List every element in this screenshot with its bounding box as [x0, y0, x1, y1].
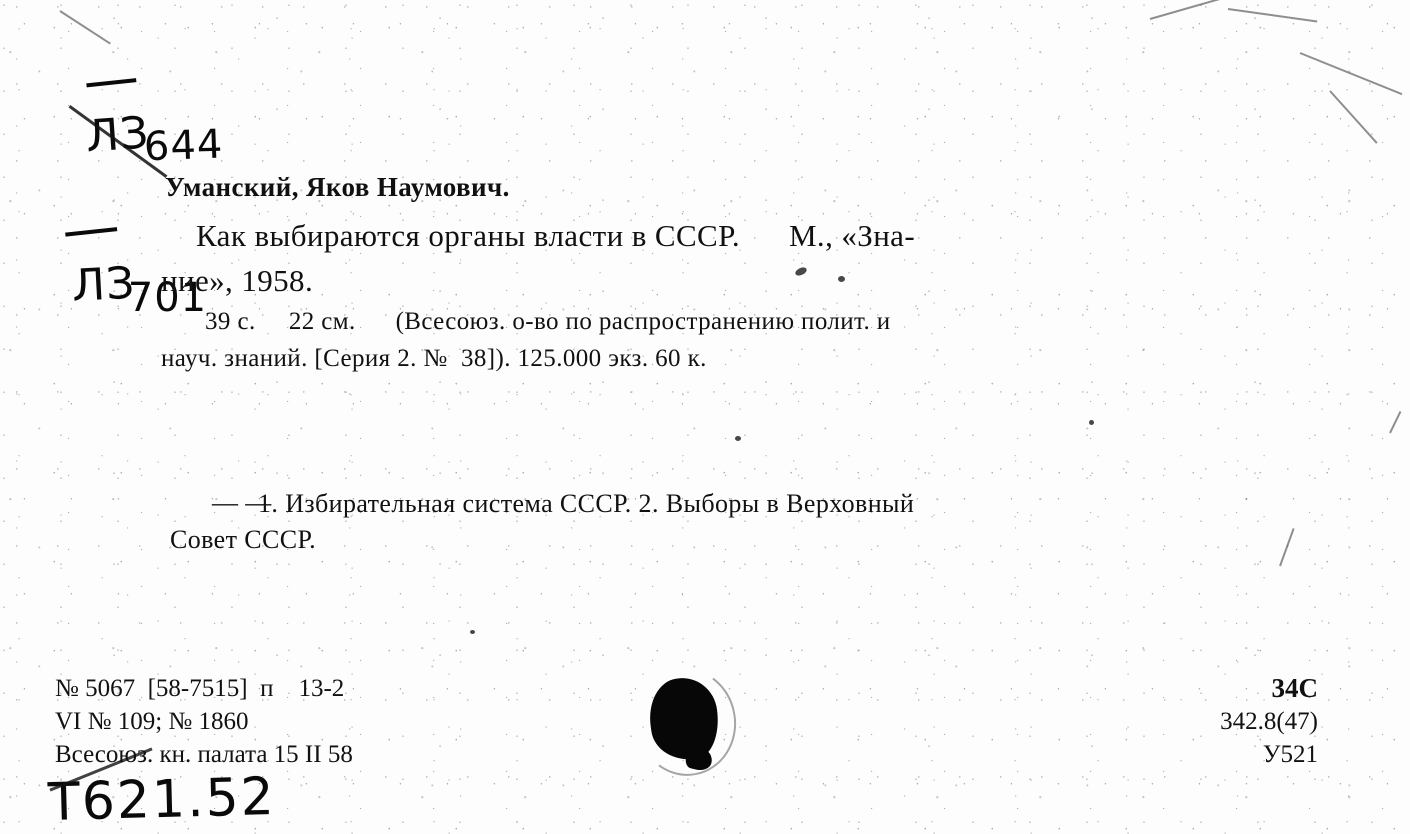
classification-primary: 34С [1271, 673, 1318, 703]
scratch-line [1228, 8, 1317, 23]
tracing-subjects-line-1: 1. Избирательная система СССР. 2. Выборы в Верховный [258, 489, 915, 518]
scratch-line [1389, 411, 1401, 433]
scratch-line [1300, 52, 1403, 95]
call-number-digits: 701 [128, 274, 208, 321]
scratch-line [59, 10, 110, 44]
record-author: Уманский, Яков Наумович. [165, 172, 510, 202]
ink-speck [735, 436, 741, 441]
call-number-rule [86, 78, 136, 87]
call-number-digits: 644 [143, 121, 225, 171]
scratch-line [1329, 90, 1377, 143]
tracing-dash: — — [212, 488, 272, 517]
scratch-line [1279, 528, 1295, 566]
ink-speck [794, 266, 808, 277]
ink-speck [838, 276, 845, 282]
call-number-letters: ЛЗ [70, 257, 137, 312]
record-title-line-2: ние», 1958. [161, 263, 314, 298]
classification-udc: 342.8(47) [1220, 708, 1318, 735]
record-series-note: науч. знаний. [Серия 2. № 38]). 125.000 экз. 60 к. [161, 345, 707, 372]
handwritten-bottom-mark: Т621.52 [47, 767, 277, 833]
footer-control-number: № 5067 [58-7515] п 13-2 [55, 675, 345, 702]
author-mark: У521 [1262, 741, 1318, 768]
call-number-letters: ЛЗ [84, 107, 151, 163]
call-number-rule [65, 227, 117, 236]
footer-issue-number: VI № 109; № 1860 [55, 708, 249, 735]
footer-agency-date: Всесоюз. кн. палата 15 II 58 [55, 741, 353, 768]
ink-speck [470, 630, 475, 634]
record-title-line-1: Как выбираются органы власти в СССР. М., «Зна- [196, 218, 916, 253]
ink-speck [1089, 420, 1094, 425]
tracing-subjects-line-2: Совет СССР. [170, 525, 317, 554]
record-physical-description: 39 с. 22 см. (Всесоюз. о-во по распространению полит. и [205, 308, 891, 335]
